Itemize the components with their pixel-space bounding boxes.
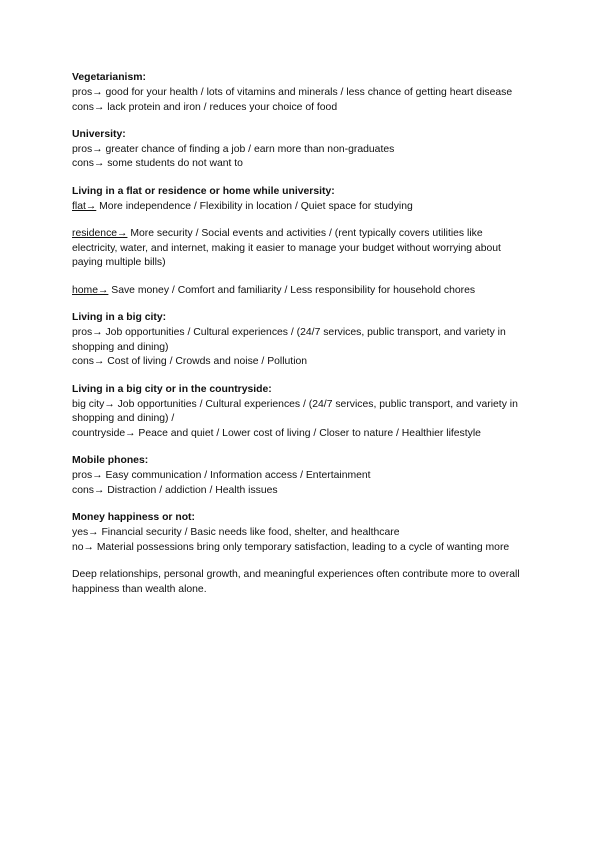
section-heading: Living in a big city: <box>72 312 167 324</box>
cons-line: cons→ some students do not want to <box>72 158 243 170</box>
residence-text: More security / Social events and activities / (rent typically covers utilities like electricity, water, and internet, making it easier to manage your budget without worrying about paying multiple bills) <box>72 227 501 269</box>
pros-line: pros→ Job opportunities / Cultural experiences / (24/7 services, public transport, and variety in shopping and dining) <box>72 326 506 353</box>
section-heading: Living in a flat or residence or home while university: <box>72 185 335 197</box>
cons-line: cons→ Distraction / addiction / Health issues <box>72 485 278 497</box>
cons-line: cons→ Cost of living / Crowds and noise / Pollution <box>72 356 308 368</box>
section-city-or-countryside <box>72 383 524 442</box>
section-vegetarianism <box>72 71 524 115</box>
section-university <box>72 128 524 172</box>
residence-item <box>72 227 524 271</box>
section-money-happiness <box>72 511 524 555</box>
flat-item <box>72 200 524 215</box>
closing-paragraph: Deep relationships, personal growth, and meaningful experiences often contribute more to overall happiness than wealth alone. <box>72 569 520 596</box>
countryside-line: countryside→ Peace and quiet / Lower cost of living / Closer to nature / Healthier lifestyle <box>72 428 481 440</box>
yes-line: yes→ Financial security / Basic needs like food, shelter, and healthcare <box>72 527 400 539</box>
document-page <box>72 71 524 598</box>
pros-line: pros→ good for your health / lots of vitamins and minerals / less chance of getting heart disease <box>72 86 513 98</box>
section-heading: Vegetarianism: <box>72 72 146 83</box>
pros-line: pros→ Easy communication / Information access / Entertainment <box>72 470 371 482</box>
section-big-city <box>72 311 524 370</box>
pros-line: pros→ greater chance of finding a job / earn more than non-graduates <box>72 143 395 155</box>
flat-label: flat→ <box>72 200 97 212</box>
home-item <box>72 284 524 299</box>
cons-line: cons→ lack protein and iron / reduces your choice of food <box>72 101 338 113</box>
section-heading: Money happiness or not: <box>72 512 195 524</box>
home-text: Save money / Comfort and familiarity / Less responsibility for household chores <box>108 284 476 296</box>
section-heading: Living in a big city or in the countryside: <box>72 383 272 395</box>
section-heading: University: <box>72 128 126 140</box>
home-label: home→ <box>72 284 109 296</box>
residence-label: residence→ <box>72 227 128 239</box>
no-line: no→ Material possessions bring only temporary satisfaction, leading to a cycle of wanting more <box>72 541 510 553</box>
section-mobile-phones <box>72 454 524 498</box>
section-accommodation <box>72 185 524 299</box>
big-city-line: big city→ Job opportunities / Cultural experiences / (24/7 services, public transport, and variety in shopping and dining) / <box>72 398 518 425</box>
flat-text: More independence / Flexibility in location / Quiet space for studying <box>96 200 413 212</box>
section-heading: Mobile phones: <box>72 455 149 467</box>
